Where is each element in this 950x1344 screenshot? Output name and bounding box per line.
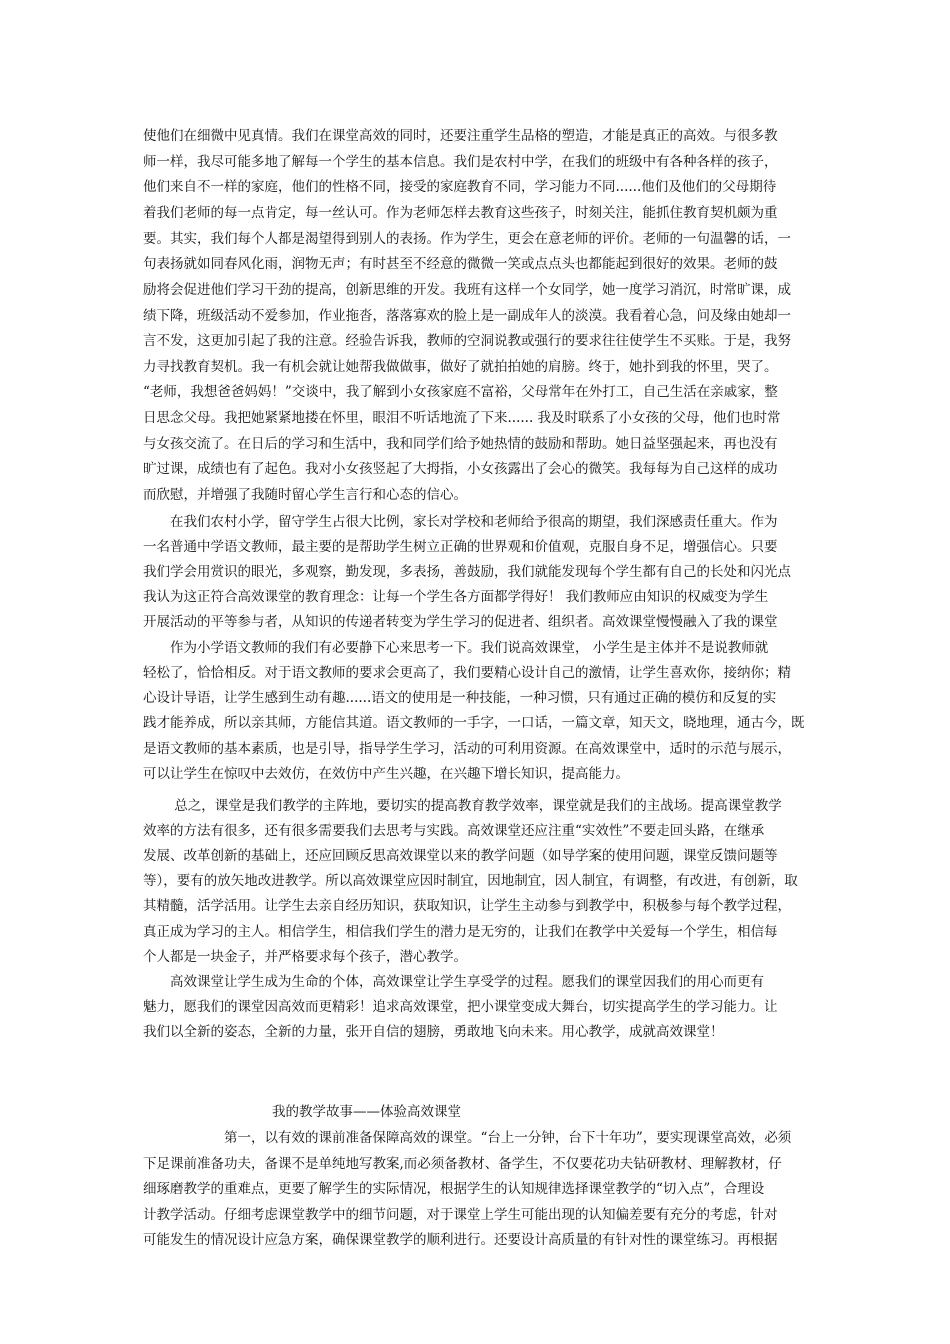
body-line: 着我们老师的每一点肯定，每一丝认可。作为老师怎样去教育这些孩子，时刻关注，能抓住教育契机颇为重 xyxy=(143,205,778,221)
body-line: 言不发，这更加引起了我的注意。经验告诉我，教师的空洞说教或强行的要求往往使学生不买账。于是，我努 xyxy=(143,333,791,349)
body-line: “老师，我想爸爸妈妈！”交谈中，我了解到小女孩家庭不富裕，父母常年在外打工，自己生活在亲戚家，整 xyxy=(143,384,778,400)
body-line: 要。其实，我们每个人都是渴望得到别人的表扬。作为学生，更会在意老师的评价。老师的一句温馨的话，一 xyxy=(143,231,791,247)
body-line: 力寻找教育契机。我一有机会就让她帮我做做事，做好了就拍拍她的肩膀。终于，她扑到我的怀里，哭了。 xyxy=(143,359,778,375)
body-line: 心设计导语，让学生感到生动有趣......语文的使用是一种技能，一种习惯，只有通过正确的模仿和反复的实 xyxy=(143,690,777,706)
body-line: 其精髓，活学活用。让学生去亲自经历知识，获取知识，让学生主动参与到教学中，积极参与每个教学过程， xyxy=(143,898,791,914)
body-line: 旷过课，成绩也有了起色。我对小女孩竖起了大拇指，小女孩露出了会心的微笑。我每每为自己这样的成功 xyxy=(143,461,778,477)
story-line: 第一，以有效的课前准备保障高效的课堂。“台上一分钟，台下十年功”，要实现课堂高效，必须 xyxy=(143,1130,792,1146)
body-line: 作为小学语文教师的我们有必要静下心来思考一下。我们说高效课堂， 小学生是主体并不是说教师就 xyxy=(143,640,769,656)
body-line: 总之，课堂是我们教学的主阵地，要切实的提高教育教学效率，课堂就是我们的主战场。提高课堂教学 xyxy=(143,798,782,814)
story-line: 可能发生的情况设计应急方案，确保课堂教学的顺利进行。还要设计高质量的有针对性的课堂练习。再根据 xyxy=(143,1232,778,1248)
body-line: 效率的方法有很多，还有很多需要我们去思考与实践。高效课堂还应注重“实效性”不要走回头路，在继承 xyxy=(143,823,765,839)
story-line: 计教学活动。仔细考虑课堂教学中的细节问题，对于课堂上学生可能出现的认知偏差要有充分的考虑，针对 xyxy=(143,1207,778,1223)
body-line: 他们来自不一样的家庭，他们的性格不同，接受的家庭教育不同，学习能力不同......他们及他们的父母期待 xyxy=(143,179,777,195)
body-line: 开展活动的平等参与者，从知识的传递者转变为学生学习的促进者、组织者。高效课堂慢慢融入了我的课堂 xyxy=(143,614,778,630)
body-line: 高效课堂让学生成为生命的个体，高效课堂让学生享受学的过程。愿我们的课堂因我们的用心而更有 xyxy=(143,974,764,990)
story-title: 我的教学故事——体验高效课堂 xyxy=(272,1104,461,1120)
body-line: 真正成为学习的主人。相信学生，相信我们学生的潜力是无穷的，让我们在教学中关爱每一个学生，相信每 xyxy=(143,924,778,940)
body-line: 一名普通中学语文教师，最主要的是帮助学生树立正确的世界观和价值观，克服自身不足，增强信心。只要 xyxy=(143,539,778,555)
body-line: 在我们农村小学，留守学生占很大比例，家长对学校和老师给予很高的期望，我们深感责任重大。作为 xyxy=(143,514,778,530)
story-line: 细琢磨教学的重难点，更要了解学生的实际情况，根据学生的认知规律选择课堂教学的“切入点”，合理设 xyxy=(143,1181,765,1197)
body-line: 而欣慰，并增强了我随时留心学生言行和心态的信心。 xyxy=(143,487,467,503)
body-line: 我认为这正符合高效课堂的教育理念：让每一个学生各方面都学得好！ 我们教师应由知识的权威变为学生 xyxy=(143,589,769,605)
body-line: 我们学会用赏识的眼光，多观察，勤发现，多表扬，善鼓励，我们就能发现每个学生都有自己的长处和闪光点 xyxy=(143,564,791,580)
body-line: 践才能养成，所以亲其师，方能信其道。语文教师的一手字，一口话，一篇文章，知天文，晓地理，通古今，既 xyxy=(143,715,805,731)
body-line: 是语文教师的基本素质，也是引导，指导学生学习，活动的可利用资源。在高效课堂中，适时的示范与展示， xyxy=(143,741,791,757)
body-line: 句表扬就如同春风化雨，润物无声；有时甚至不经意的微微一笑或点点头也都能起到很好的效果。老师的鼓 xyxy=(143,256,778,272)
body-line: 使他们在细微中见真情。我们在课堂高效的同时，还要注重学生品格的塑造，才能是真正的高效。与很多教 xyxy=(143,128,778,144)
body-line: 日思念父母。我把她紧紧地搂在怀里，眼泪不听话地流了下来...... 我及时联系了小女孩的父母，他们也时常 xyxy=(143,410,781,426)
body-line: 个人都是一块金子，并严格要求每个孩子，潜心教学。 xyxy=(143,949,467,965)
story-line: 下足课前准备功夫，备课不是单纯地写教案,而必须备教材、备学生，不仅要花功夫钻研教材、理解教材，仔 xyxy=(143,1156,782,1172)
body-line: 轻松了，恰恰相反。对于语文教师的要求会更高了，我们要精心设计自己的激情，让学生喜欢你，接纳你；精 xyxy=(143,665,791,681)
body-line: 等），要有的放矢地改进教学。所以高效课堂应因时制宜，因地制宜，因人制宜，有调整，有改进，有创新，取 xyxy=(143,873,798,889)
body-line: 绩下降，班级活动不爱参加，作业拖沓，落落寡欢的脸上是一副成年人的淡漠。我看着心急，问及缘由她却一 xyxy=(143,308,791,324)
body-line: 励将会促进他们学习干劲的提高，创新思维的开发。我班有这样一个女同学，她一度学习消沉，时常旷课，成 xyxy=(143,282,791,298)
body-line: 发展、改革创新的基础上，还应回顾反思高效课堂以来的教学问题（如导学案的使用问题，课堂反馈问题等 xyxy=(143,848,778,864)
body-line: 我们以全新的姿态，全新的力量，张开自信的翅膀，勇敢地飞向未来。用心教学，成就高效课堂！ xyxy=(143,1024,724,1040)
body-line: 魅力，愿我们的课堂因高效而更精彩！追求高效课堂，把小课堂变成大舞台，切实提高学生的学习能力。让 xyxy=(143,999,778,1015)
body-line: 师一样，我尽可能多地了解每一个学生的基本信息。我们是农村中学，在我们的班级中有各种各样的孩子， xyxy=(143,154,778,170)
body-line: 可以让学生在惊叹中去效仿，在效仿中产生兴趣，在兴趣下增长知识，提高能力。 xyxy=(143,766,629,782)
body-line: 与女孩交流了。在日后的学习和生活中，我和同学们给予她热情的鼓励和帮助。她日益坚强起来，再也没有 xyxy=(143,436,778,452)
